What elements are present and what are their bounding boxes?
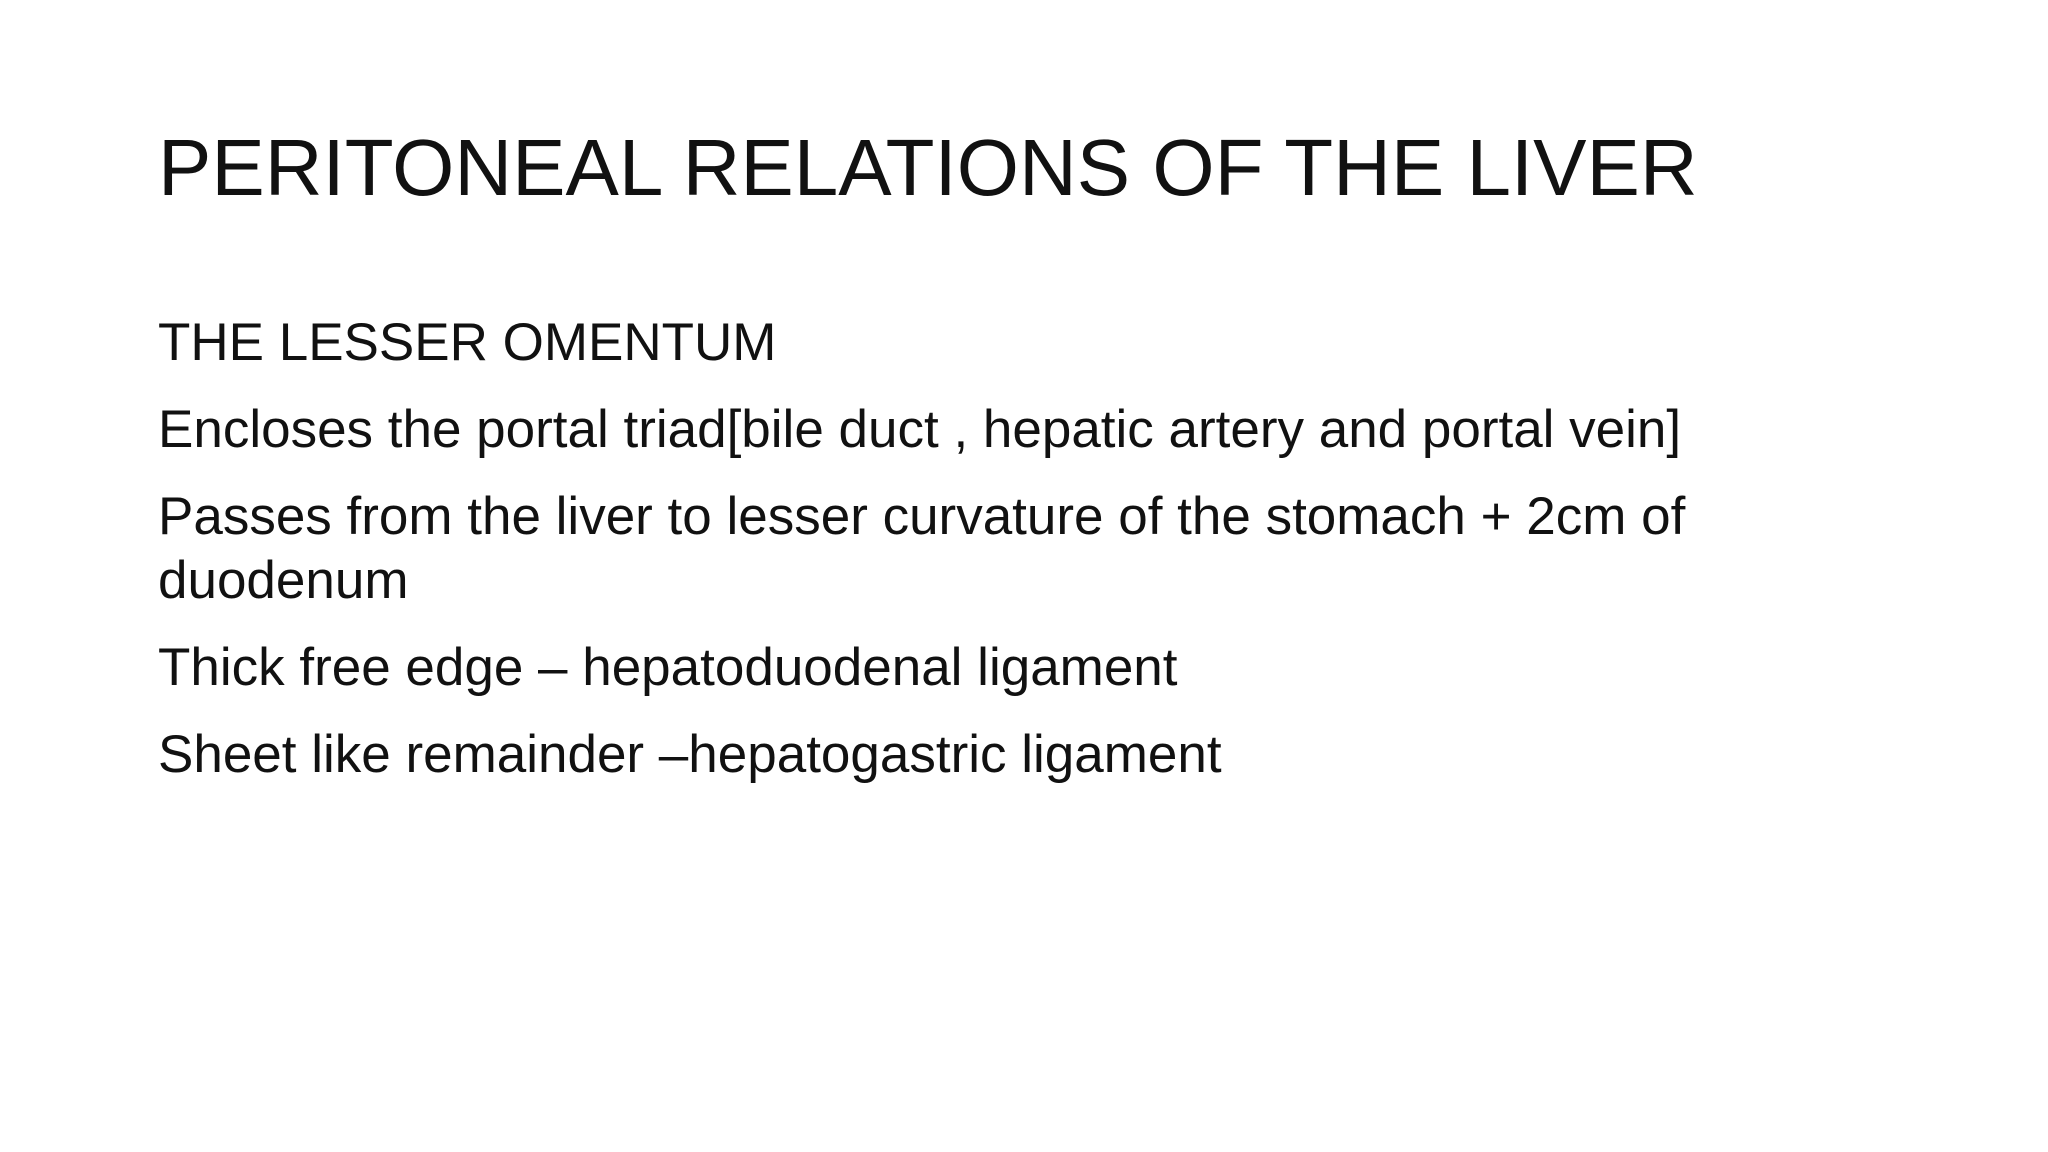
slide-title: PERITONEAL RELATIONS OF THE LIVER: [158, 123, 1698, 212]
body-line-sheet-like-remainder: Sheet like remainder –hepatogastric ligament: [158, 725, 1222, 784]
body-line-portal-triad: Encloses the portal triad[bile duct , hepatic artery and portal vein]: [158, 400, 1682, 459]
body-line-heading: THE LESSER OMENTUM: [158, 313, 777, 372]
body-line-thick-free-edge: Thick free edge – hepatoduodenal ligament: [158, 638, 1178, 697]
body-line-passes-from-liver: Passes from the liver to lesser curvature of the stomach + 2cm of duodenum: [158, 487, 1686, 610]
slide-body: [158, 311, 1898, 810]
